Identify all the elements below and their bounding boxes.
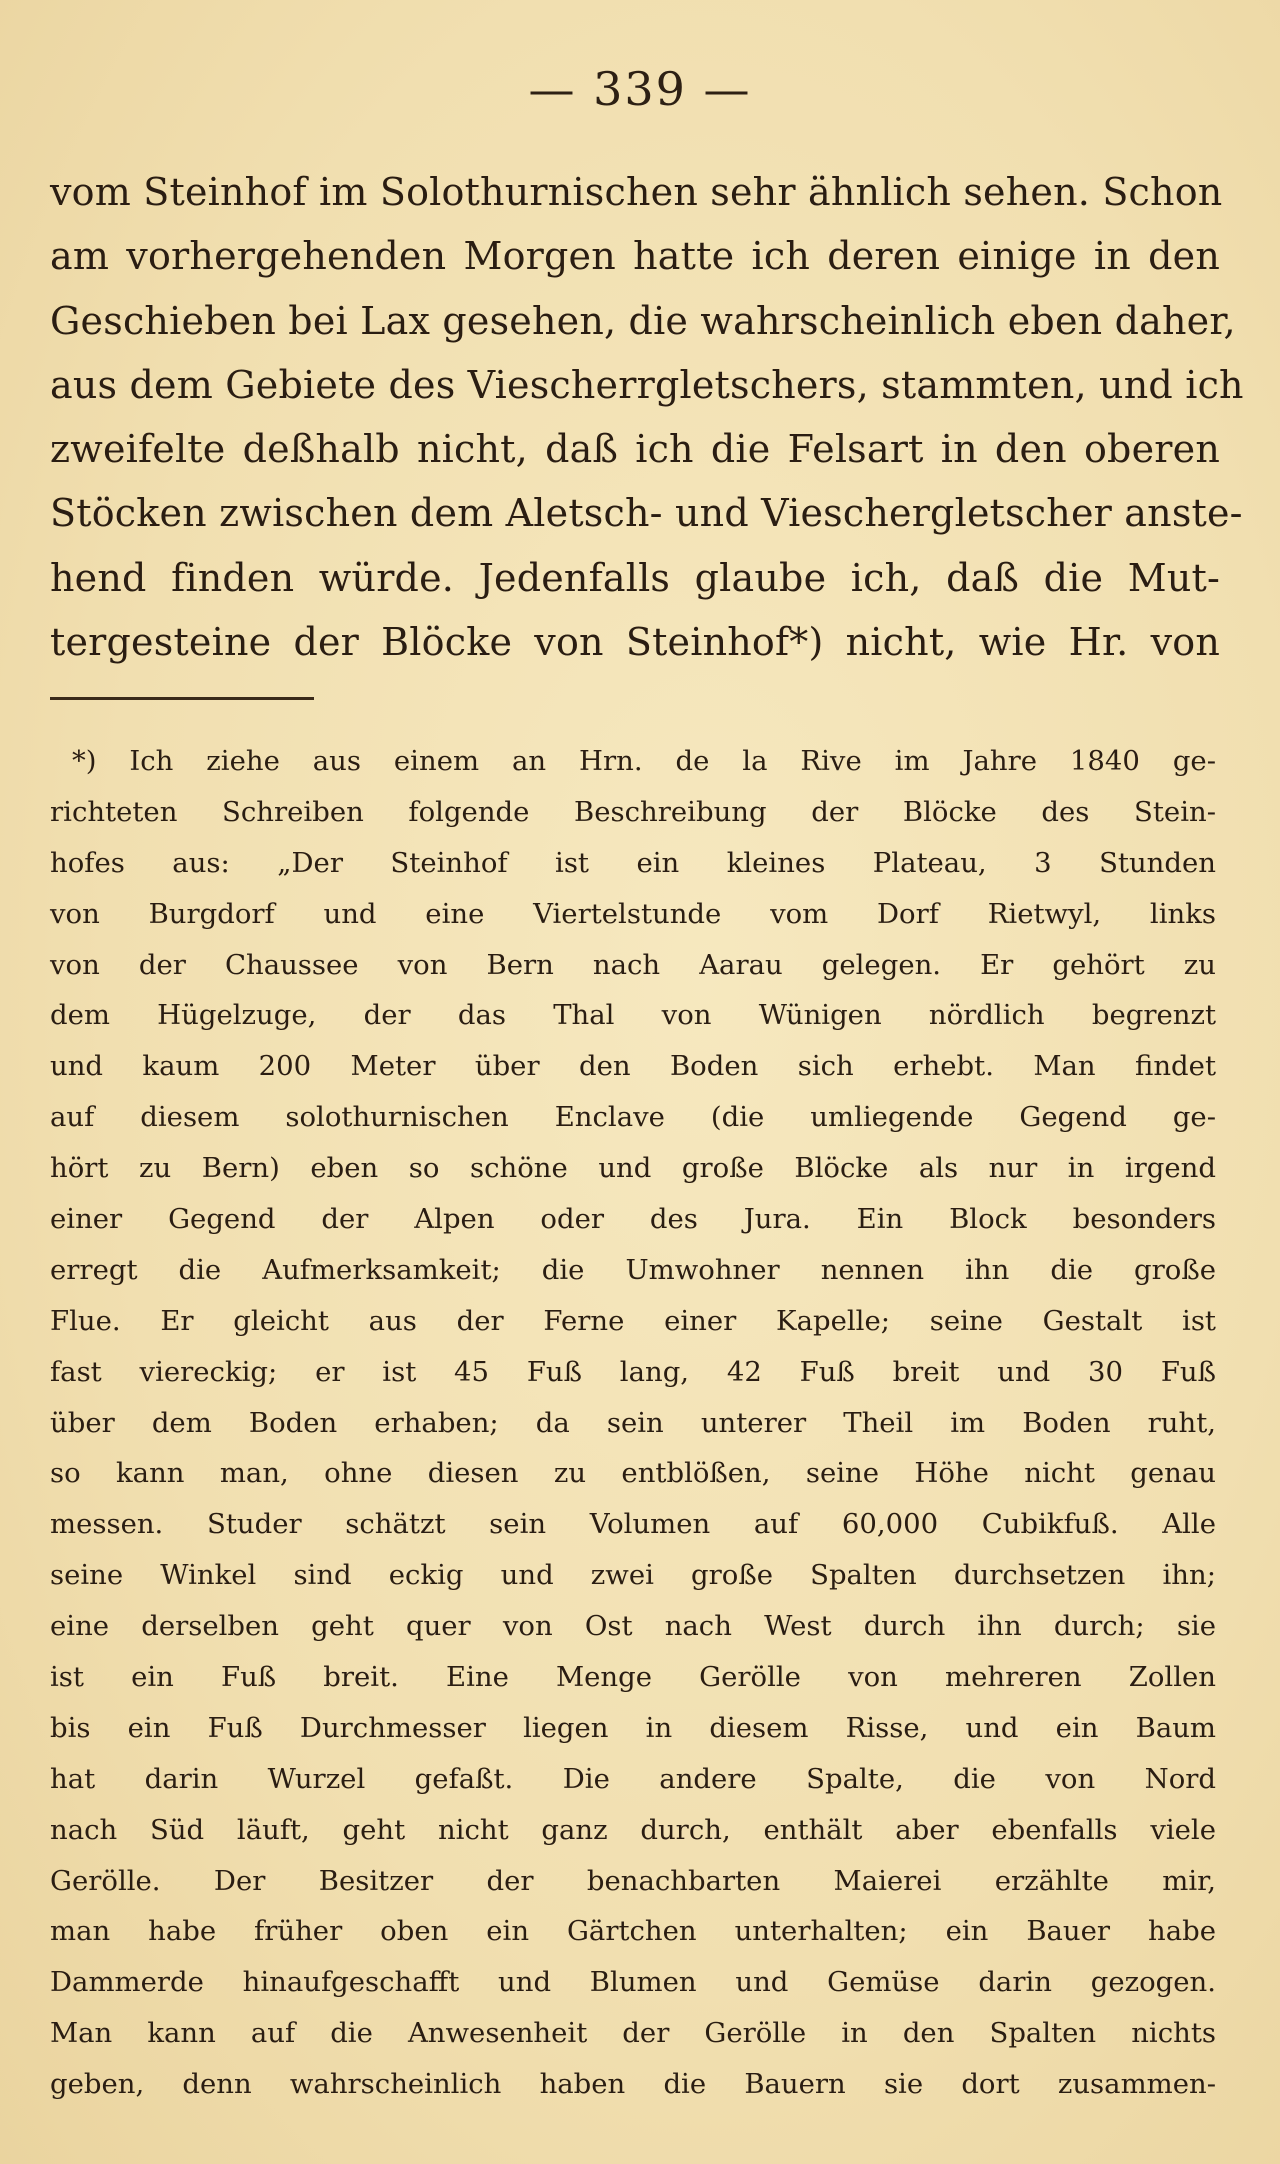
footnote-line: seine Winkel sind eckig und zwei große Spalten durchsetzen ihn; xyxy=(50,1559,1216,1592)
footnote-line: einer Gegend der Alpen oder des Jura. Ein Block besonders xyxy=(50,1203,1216,1236)
footnote-line: *) Ich ziehe aus einem an Hrn. de la Rive im Jahre 1840 ge- xyxy=(72,745,1216,777)
footnote-line: über dem Boden erhaben; da sein unterer Theil im Boden ruht, xyxy=(50,1406,1216,1439)
footnote-line: geben, denn wahrscheinlich haben die Bauern sie dort zusammen- xyxy=(50,2068,1216,2101)
footnote-separator xyxy=(50,697,314,700)
main-text-line: vom Steinhof im Solothurnischen sehr ähnlich sehen. Schon xyxy=(50,170,1223,214)
footnote-line: und kaum 200 Meter über den Boden sich erhebt. Man findet xyxy=(50,1050,1216,1083)
main-text-line: am vorhergehenden Morgen hatte ich deren einige in den xyxy=(50,234,1220,279)
main-text-line: zweifelte deßhalb nicht, daß ich die Felsart in den oberen xyxy=(50,427,1220,472)
main-text-line: aus dem Gebiete des Viescherrgletschers, stammten, und ich xyxy=(50,362,1244,407)
footnote-line: nach Süd läuft, geht nicht ganz durch, enthält aber ebenfalls viele xyxy=(50,1813,1216,1846)
footnote-line: messen. Studer schätzt sein Volumen auf 60,000 Cubikfuß. Alle xyxy=(50,1508,1216,1541)
page-number: — 339 — xyxy=(528,62,752,116)
main-text-line: hend finden würde. Jedenfalls glaube ich, daß die Mut- xyxy=(50,555,1220,600)
footnote-line: Man kann auf die Anwesenheit der Gerölle in den Spalten nichts xyxy=(50,2017,1216,2050)
footnote-line: auf diesem solothurnischen Enclave (die umliegende Gegend ge- xyxy=(50,1101,1216,1134)
footnote-line: hört zu Bern) eben so schöne und große Blöcke als nur in irgend xyxy=(50,1152,1216,1185)
main-text-block xyxy=(50,160,1244,674)
footnote-line: so kann man, ohne diesen zu entblößen, seine Höhe nicht genau xyxy=(50,1457,1216,1490)
footnote-line: Flue. Er gleicht aus der Ferne einer Kapelle; seine Gestalt ist xyxy=(50,1304,1216,1337)
footnote-line: hat darin Wurzel gefaßt. Die andere Spalte, die von Nord xyxy=(50,1762,1216,1795)
footnote-line: von Burgdorf und eine Viertelstunde vom Dorf Rietwyl, links xyxy=(50,897,1216,930)
footnote-line: hofes aus: „Der Steinhof ist ein kleines Plateau, 3 Stunden xyxy=(50,846,1216,879)
footnote-block xyxy=(50,736,1216,2110)
footnote-line: richteten Schreiben folgende Beschreibung der Blöcke des Stein- xyxy=(50,795,1216,828)
footnote-line: fast viereckig; er ist 45 Fuß lang, 42 Fuß breit und 30 Fuß xyxy=(50,1355,1216,1388)
footnote-line: Dammerde hinaufgeschafft und Blumen und Gemüse darin gezogen. xyxy=(50,1966,1216,1999)
main-text-line: Geschieben bei Lax gesehen, die wahrscheinlich eben daher, xyxy=(50,298,1236,343)
footnote-line: bis ein Fuß Durchmesser liegen in diesem Risse, und ein Baum xyxy=(50,1711,1216,1744)
footnote-line: Gerölle. Der Besitzer der benachbarten Maierei erzählte mir, xyxy=(50,1864,1216,1897)
main-text-line: Stöcken zwischen dem Aletsch- und Vieschergletscher anste- xyxy=(50,491,1243,536)
footnote-line: erregt die Aufmerksamkeit; die Umwohner nennen ihn die große xyxy=(50,1253,1216,1286)
footnote-line: dem Hügelzuge, der das Thal von Wünigen nördlich begrenzt xyxy=(50,999,1216,1032)
main-text-line: tergesteine der Blöcke von Steinhof*) nicht, wie Hr. von xyxy=(50,620,1220,665)
footnote-line: eine derselben geht quer von Ost nach West durch ihn durch; sie xyxy=(50,1610,1216,1643)
footnote-line: man habe früher oben ein Gärtchen unterhalten; ein Bauer habe xyxy=(50,1915,1216,1948)
footnote-line: ist ein Fuß breit. Eine Menge Gerölle von mehreren Zollen xyxy=(50,1661,1216,1694)
footnote-line: von der Chaussee von Bern nach Aarau gelegen. Er gehört zu xyxy=(50,948,1216,981)
